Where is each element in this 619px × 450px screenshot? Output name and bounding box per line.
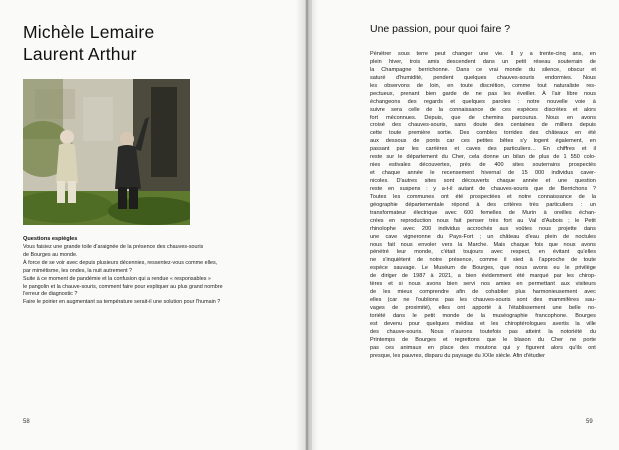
body-line: aux dessous de ponts car ces petites bêtes s'y logent également, en: [370, 138, 596, 145]
body-line: elles (car ne l'oublions pas les chauves-souris sont des mammifères sau-: [370, 297, 596, 304]
body-line: rhinolophe avec 200 individus accrochés aux voûtes nous projette dans: [370, 225, 596, 232]
author-name-1: Michèle Lemaire: [23, 22, 155, 42]
question-line: par mimétisme, les ondes, la nuit autrement ?: [23, 267, 133, 274]
body-line: fort méconnues. Depuis, que de chemins parcourus. Nous en avons: [370, 114, 596, 121]
authors-photo: [23, 79, 190, 225]
body-line: de diriger de 1987 à 2021, a bien évidemment été marqué par les chirop-: [370, 273, 596, 280]
body-line: saturé d'humidité, pendent quelques chauves-souris endormies. Nous: [370, 74, 596, 81]
body-line: et chaque année le recensement hivernal de 15 000 individus caver-: [370, 170, 596, 177]
left-page: [0, 0, 306, 450]
body-line: passant par les carrières et caves des particuliers… En chiffres et il: [370, 146, 596, 153]
body-line: suivre sera celle de la connaissance de ces espèces discrètes et alors: [370, 106, 596, 113]
body-line: vages de proximité), elles ont apporté à l'établissement une belle no-: [370, 305, 596, 311]
body-line: la Champagne berrichonne. Dans ce vrai monde du silence, obscur et: [370, 66, 596, 73]
body-line: géographie départementale répond à des critères très particuliers : un: [370, 201, 596, 208]
question-line: de Bourges au monde.: [23, 251, 78, 258]
body-line: de les mieux comprendre afin de cohabiter plus harmonieusement avec: [370, 289, 596, 296]
author-name-2: Laurent Arthur: [23, 44, 137, 64]
body-line: tères et si nous avons bien servi nos amies en permettant aux visiteurs: [370, 281, 596, 288]
body-line: Toutes les communes ont été prospectées et notre connaissance de la: [370, 193, 596, 200]
body-line: une cave vigneronne du Pays-Fort ; un château d'eau plein de noctules: [370, 233, 596, 240]
question-line: Faire le poirier en augmentant sa température serait-il une solution pour l'humain ?: [23, 299, 221, 306]
question-line: Suite à ce moment de pandémie et la confusion qui a rendue « responsables »: [23, 275, 211, 282]
body-line: cette toute première sortie. Des combles torrides des châteaux en été: [370, 130, 596, 137]
body-line: transformateur électrique avec 600 femelles de Murin à oreilles échan-: [370, 209, 596, 216]
question-line: À force de se voir avec depuis plusieurs décennies, ressentez-vous comme elles,: [23, 259, 218, 266]
section-title: Une passion, pour quoi faire ?: [370, 23, 511, 35]
questions-heading: Questions espiègles: [23, 236, 78, 242]
book-gutter: [296, 0, 318, 450]
question-line: le pangolin et la chauve-souris, comment faire pour expliquer au plus grand nombre: [23, 283, 223, 290]
photo-illustration: [23, 79, 190, 225]
body-line: pénétré leur monde, c'était toujours avec respect, en évitant qu'elles: [370, 249, 596, 256]
body-line: pas ces animaux en place des moutons qui y figurent alors qu'ils ont: [370, 344, 596, 351]
body-line: Pénétrer sous terre peut changer une vie. Il y a trente-cinq ans, en: [370, 51, 596, 57]
body-line: reste en suspens : y a-t-il autant de chauves-souris que de Berrichons ?: [370, 185, 596, 192]
body-line: reste sur le département du Cher, cela donne un bilan de plus de 1 550 colo-: [370, 154, 596, 161]
body-line: presque, les pauvres, disparu du paysage du XXIe siècle. Afin d'étudier: [370, 352, 545, 359]
body-line: toriété dans le petit monde de la muséographie francophone. Bourges: [370, 312, 596, 319]
body-text: [370, 51, 596, 361]
body-line: nous fait nous envoler vers la Marche. Mais chaque fois que nous avons: [370, 241, 596, 248]
body-line: nies estivales découvertes, près de 400 sites souterrains prospectés: [370, 162, 596, 169]
body-line: est devenu pour quelques médias et les chiroptérologues avertis la ville: [370, 320, 596, 327]
page-number-left: 58: [23, 419, 30, 425]
body-line: Printemps de Bourges et regrettons que le blason du Cher ne porte: [370, 336, 596, 343]
body-line: des chauve-souris. Nous n'aurons toutefois pas atteint la notoriété du: [370, 328, 596, 335]
body-line: échangeons des regards et quelques paroles : notre nouvelle voie à: [370, 98, 596, 105]
question-line: l'erreur de diagnostic ?: [23, 291, 78, 298]
body-line: pectueux, prenant bien garde de ne pas les éveiller. À l'air libre nous: [370, 90, 596, 97]
body-line: espèce sauvage. Le Muséum de Bourges, que nous avons eu le privilège: [370, 265, 596, 272]
body-line: croisé des chauves-souris, sans doute des centaines de milliers depuis: [370, 122, 596, 129]
body-line: nicoles. D'autres sites sont découverts chaque année et une question: [370, 178, 596, 184]
question-line: Vous faisiez une grande toile d'araignée de la présence des chauves-souris: [23, 244, 204, 250]
body-line: ne s'inquiètent de notre présence, comme il sied à l'approche de toute: [370, 257, 596, 264]
body-line: les observons de loin, en toute discrétion, comme tout naturaliste res-: [370, 82, 596, 89]
body-line: crées en reproduction nous fait penser très fort au Val d'Aubois ; le Petit: [370, 217, 596, 224]
questions-block: [23, 244, 298, 307]
body-line: plein hiver, trois amis descendent dans un petit réseau souterrain de: [370, 58, 596, 65]
page-number-right: 59: [586, 419, 593, 425]
